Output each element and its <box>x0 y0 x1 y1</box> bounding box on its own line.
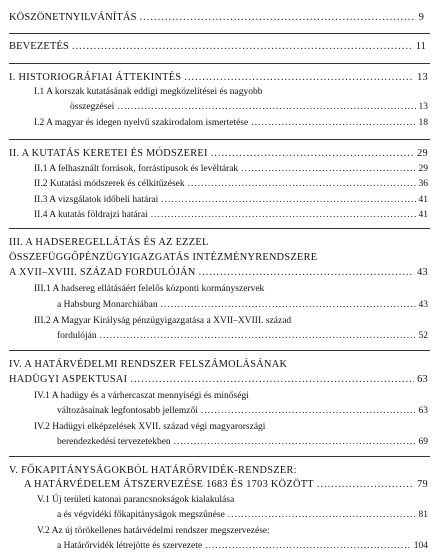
dot-leader <box>184 72 414 84</box>
toc-chapter-title: II. A KUTATÁS KERETEI ÉS MÓDSZEREI <box>9 148 208 159</box>
separator <box>9 350 430 351</box>
toc-page-number: 63 <box>417 374 428 385</box>
toc-section-4-1 <box>57 405 428 417</box>
toc-section-title: változásainak legfontosabb jellemzői <box>57 406 198 416</box>
dot-leader <box>199 267 414 279</box>
toc-section-3-2 <box>57 330 428 342</box>
dot-leader <box>151 209 416 221</box>
dot-leader <box>174 436 416 448</box>
toc-section-1-1-line1: I.1 A korszak kutatásának eddigi megközelítései és nagyobb <box>34 87 263 97</box>
toc-page-number: 9 <box>418 12 424 23</box>
toc-section-2-1 <box>34 163 428 175</box>
dot-leader <box>130 374 414 386</box>
toc-section-4-1-line1: IV.1 A hadügy és a várhercaszat mennyiségi és minőségi <box>34 391 249 401</box>
toc-page-number: 36 <box>418 179 428 189</box>
dot-leader <box>72 41 413 53</box>
toc-section-title: II.1 A felhasznált források, forrástípusok és levéltárak <box>34 164 239 174</box>
toc-page-number: 104 <box>413 541 428 551</box>
toc-chapter-title: A XVII–XVIII. SZÁZAD FORDULÓJÁN <box>9 267 196 278</box>
toc-page-number: 11 <box>415 41 426 52</box>
toc-section-5-1-line1: V.1 Új területi katonai parancsnokságok kialakulása <box>37 495 235 505</box>
separator <box>9 33 430 34</box>
toc-section-4-2-line1: IV.2 Hadügyi elképzelések XVII. század végi magyarországi <box>34 422 266 432</box>
toc-section-title: a Határőrvidék létrejötte és szervezete <box>57 541 203 551</box>
toc-page-number: 18 <box>418 118 428 128</box>
toc-section-title: II.2 Kutatási módszerek és célkitűzések <box>34 179 185 189</box>
toc-chapter-5-line1: V. FŐKAPITÁNYSÁGOKBÓL HATÁRŐRVIDÉK-RENDSZER: <box>9 465 297 476</box>
toc-chapter-3-line2: ÖSSZEFÜGGŐPÉNZÜGYIGAZGATÁS INTÉZMÉNYRENDSZERE <box>9 252 318 263</box>
toc-section-5-2 <box>57 540 428 552</box>
toc-entry-title: BEVEZETÉS <box>9 41 69 52</box>
toc-chapter-4-line1: IV. A HATÁRVÉDELMI RENDSZER FELSZÁMOLÁSÁNAK <box>9 359 288 370</box>
toc-section-3-1 <box>57 299 428 311</box>
toc-section-title: a és végvidéki főkapitányságok megszűnése <box>57 510 225 520</box>
toc-page-number: 13 <box>418 102 428 112</box>
toc-page-number: 79 <box>417 479 428 490</box>
separator <box>9 228 430 229</box>
dot-leader <box>100 330 416 342</box>
toc-chapter-title: I. HISTORIOGRÁFIAI ÁTTEKINTÉS <box>9 72 182 83</box>
toc-section-title: fordulóján <box>57 331 97 341</box>
toc-chapter-1 <box>9 72 428 84</box>
toc-entry-bevezetes <box>9 41 426 53</box>
toc-page-number: 69 <box>418 437 428 447</box>
dot-leader <box>161 299 416 311</box>
toc-page-number: 43 <box>417 267 428 278</box>
toc-section-5-1 <box>57 509 428 521</box>
toc-chapter-3 <box>9 267 428 279</box>
toc-section-title: I.2 A magyar és idegen nyelvű szakirodalom ismertetése <box>34 118 249 128</box>
toc-page-number: 43 <box>418 300 428 310</box>
toc-section-1-2 <box>34 117 428 129</box>
dot-leader <box>201 405 416 417</box>
toc-section-title: összegzései <box>70 102 115 112</box>
dot-leader <box>140 12 416 24</box>
toc-section-1-1 <box>70 101 428 113</box>
toc-page-number: 41 <box>418 195 428 205</box>
toc-entry-title: KÖSZÖNETNYILVÁNÍTÁS <box>9 12 137 23</box>
toc-chapter-title: A HATÁRVÉDELEM ÁTSZERVEZÉSE 1683 ÉS 1703 KÖZÖTT <box>24 479 314 490</box>
separator <box>9 456 430 457</box>
toc-section-5-2-line1: V.2 Az új törökellenes határvédelmi rendszer megszervezése: <box>37 526 270 536</box>
toc-page-number: 63 <box>418 406 428 416</box>
toc-section-3-2-line1: III.2 A Magyar Királyság pénzügyigazgatása a XVII–XVIII. század <box>34 316 292 326</box>
toc-section-title: II.3 A vizsgálatok időbeli határai <box>34 195 159 205</box>
toc-chapter-2 <box>9 148 428 160</box>
dot-leader <box>161 194 415 206</box>
toc-page-number: 29 <box>417 148 428 159</box>
dot-leader <box>317 479 414 491</box>
toc-page-number: 13 <box>417 72 428 83</box>
toc-section-title: a Habsburg Monarchiában <box>57 300 158 310</box>
toc-section-title: II.4 A kutatás földrajzi határai <box>34 210 148 220</box>
toc-page-number: 81 <box>418 510 428 520</box>
dot-leader <box>117 101 415 113</box>
dot-leader <box>241 163 415 175</box>
separator <box>9 139 430 140</box>
toc-chapter-title: HADÜGYI ASPEKTUSAI <box>9 374 128 385</box>
toc-section-2-4 <box>34 209 428 221</box>
dot-leader <box>188 178 416 190</box>
toc-chapter-5 <box>24 479 428 491</box>
toc-section-4-2 <box>57 436 428 448</box>
toc-page-number: 52 <box>418 331 428 341</box>
dot-leader <box>205 540 411 552</box>
toc-section-title: berendezkedési tervezetekben <box>57 437 171 447</box>
toc-chapter-4 <box>9 374 428 386</box>
toc-entry-koszonetnyilvanitas <box>9 12 424 24</box>
toc-page-number: 41 <box>418 210 428 220</box>
toc-page-number: 29 <box>418 164 428 174</box>
dot-leader <box>251 117 415 129</box>
dot-leader <box>228 509 416 521</box>
toc-section-2-2 <box>34 178 428 190</box>
toc-section-2-3 <box>34 194 428 206</box>
separator <box>9 63 430 64</box>
dot-leader <box>211 148 414 160</box>
toc-chapter-3-line1: III. A HADSEREGELLÁTÁS ÉS AZ EZZEL <box>9 237 209 248</box>
toc-section-3-1-line1: III.1 A hadsereg ellátásáért felelős központi kormányszervek <box>34 284 265 294</box>
